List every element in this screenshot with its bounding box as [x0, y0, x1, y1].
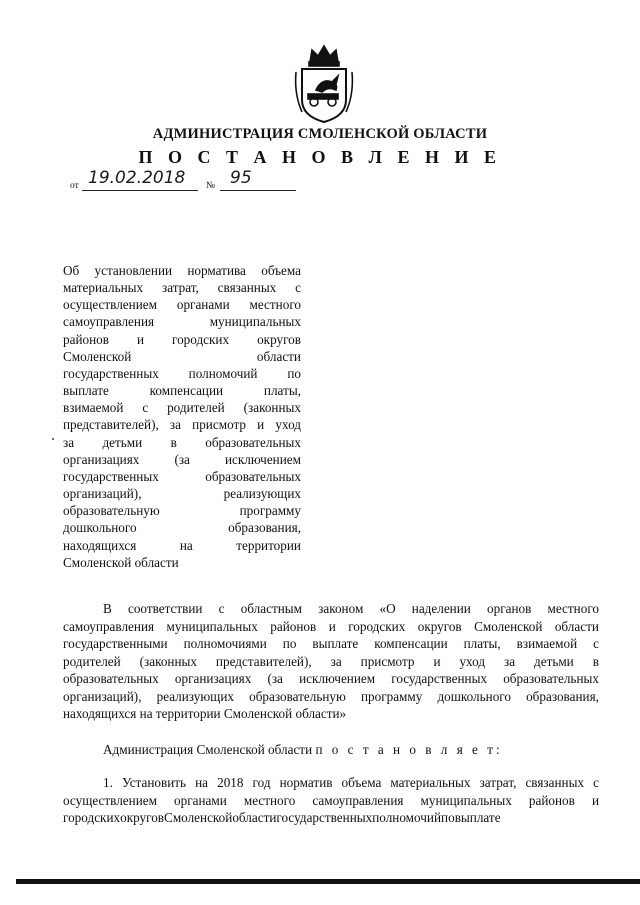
word: в [592, 653, 599, 669]
word: связанных [217, 280, 277, 296]
word: «О [379, 601, 396, 616]
text-line [63, 434, 301, 451]
word: организациях [174, 671, 252, 686]
date-underline [82, 190, 198, 191]
word: организаций), [63, 486, 142, 502]
text-line [63, 416, 301, 433]
text-line [63, 451, 301, 468]
word: выплате [454, 810, 501, 825]
word: и [433, 653, 441, 669]
word: уход [459, 653, 486, 669]
word: В [103, 601, 112, 616]
word: районов [270, 618, 317, 634]
word: норматива [187, 263, 246, 278]
scan-bottom-border [16, 879, 640, 884]
word: районов [63, 331, 109, 347]
word: Установить [121, 775, 187, 790]
text-line [63, 670, 599, 688]
word: территории [236, 537, 301, 553]
word: полномочиями [183, 636, 267, 651]
word: муниципальных [166, 618, 258, 634]
word: выплате [312, 636, 359, 651]
text-line [63, 365, 301, 382]
text-line [63, 382, 301, 399]
text-line [63, 688, 599, 706]
text-line [63, 296, 301, 313]
word: присмотр [360, 653, 415, 669]
word: государственных [63, 365, 159, 381]
word: представителей), [63, 417, 159, 433]
word: находящихся на территории Смоленской области» [63, 706, 347, 721]
text-line [63, 485, 301, 502]
word: материальных [63, 280, 144, 296]
word: на [179, 537, 193, 553]
word: области [554, 618, 599, 634]
word: за [330, 653, 342, 669]
word: образовательных [205, 434, 301, 450]
text-line [63, 537, 301, 554]
word: по [441, 810, 455, 825]
word: округов [417, 618, 462, 634]
word: на [195, 775, 209, 790]
scan-speck [52, 438, 54, 440]
number-value: 95 [230, 168, 252, 188]
word: муниципальных [209, 314, 301, 330]
word: по [282, 636, 297, 651]
text-line [63, 468, 301, 485]
text-line [63, 348, 301, 365]
preamble-paragraph [63, 600, 599, 723]
word: Смоленской [474, 618, 543, 634]
word: дошкольного [63, 520, 137, 536]
word: органами [174, 792, 227, 808]
word: программу [360, 688, 423, 704]
document-subject [63, 262, 301, 571]
word: местного [249, 297, 301, 313]
word: органов [487, 601, 532, 616]
document-type-title: П О С Т А Н О В Л Е Н И Е [138, 147, 502, 167]
word: материальных [390, 775, 471, 790]
smolensk-coat-of-arms-icon [292, 42, 356, 128]
word: округов [257, 331, 301, 347]
number-label: № [206, 181, 216, 191]
word: за [503, 653, 516, 669]
word: законом [318, 601, 364, 616]
word: взимаемой [516, 636, 578, 651]
word: исключением [224, 451, 301, 467]
word: наделении [411, 601, 471, 616]
word: дошкольного [437, 688, 511, 704]
word: и [136, 331, 145, 347]
word: связанных [525, 775, 585, 790]
word: (законных [139, 653, 197, 669]
word: государственных [276, 810, 373, 825]
word: детьми [534, 653, 574, 669]
word: самоуправления [312, 792, 404, 808]
word: городских [171, 331, 230, 347]
word: осуществлением [63, 792, 157, 808]
word: родителей [167, 400, 225, 416]
word: объема [341, 775, 382, 790]
word: органами [176, 297, 230, 313]
word: государственных [63, 468, 159, 484]
word: Об [63, 263, 80, 278]
word: год [252, 775, 271, 790]
word: родителей [63, 653, 121, 669]
word: уход [275, 417, 301, 433]
word: с [295, 280, 301, 296]
word: с [142, 400, 149, 416]
resolution-verb: п о с т а н о в л я е т: [315, 742, 503, 757]
word: Смоленской [63, 348, 132, 364]
word: местного [243, 792, 296, 808]
word: (за [267, 671, 283, 686]
word: платы, [463, 636, 501, 651]
word: исключением [299, 671, 376, 686]
word: затрат, [479, 775, 517, 790]
text-line [63, 399, 301, 416]
word: затрат, [161, 280, 199, 296]
text-line [63, 774, 599, 792]
word: по [287, 365, 301, 381]
number-underline [220, 190, 296, 191]
word: с [593, 775, 599, 790]
word: осуществлением [63, 297, 157, 313]
word: реализующих [156, 688, 234, 704]
text-line [63, 792, 599, 810]
word: установлении [94, 263, 173, 278]
word: соответствии [127, 601, 203, 616]
word: реализующих [223, 486, 301, 502]
word: и [257, 417, 265, 433]
clause-1-paragraph [63, 774, 599, 827]
word: компенсации [374, 636, 448, 651]
word: (законных [243, 400, 301, 416]
text-line [63, 554, 301, 571]
word: самоуправления [63, 618, 155, 634]
word: и [328, 618, 336, 634]
word: организациях [63, 451, 140, 467]
word: с [593, 636, 599, 651]
word: округов [120, 810, 165, 825]
word: местного [547, 601, 599, 616]
word: Смоленской [164, 810, 233, 825]
text-line [63, 618, 599, 636]
word: (за [174, 451, 190, 467]
word: за [63, 434, 75, 450]
word: 1. [103, 775, 113, 790]
text-line [63, 519, 301, 536]
word: образовательную [249, 688, 346, 704]
word: полномочий [188, 365, 258, 381]
resolution-paragraph [63, 741, 599, 759]
word: образовательных [205, 468, 301, 484]
word: за [169, 417, 181, 433]
word: районов [528, 792, 575, 808]
text-line [63, 331, 301, 348]
word: муниципальных [420, 792, 512, 808]
text-line [63, 502, 301, 519]
text-line [63, 279, 301, 296]
word: программу [239, 503, 301, 519]
date-label: от [70, 181, 79, 191]
word: находящихся [63, 537, 137, 553]
word: организаций), [63, 688, 142, 704]
word: представителей), [215, 653, 312, 669]
word: государственными [63, 636, 168, 651]
word: 2018 [217, 775, 244, 790]
word: области [232, 810, 277, 825]
word: в [170, 434, 177, 450]
word: городских [348, 618, 406, 634]
text-line [63, 653, 599, 671]
word: Смоленской области [63, 554, 179, 570]
word: самоуправления [63, 314, 155, 330]
word: областным [240, 601, 302, 616]
text-line [63, 635, 599, 653]
word: образования, [526, 688, 599, 704]
word: детьми [102, 434, 143, 450]
date-value: 19.02.2018 [88, 168, 186, 188]
text-line [63, 809, 599, 827]
text-line [63, 705, 599, 723]
word: с [218, 601, 225, 616]
word: образования, [228, 520, 301, 536]
organization-name: АДМИНИСТРАЦИЯ СМОЛЕНСКОЙ ОБЛАСТИ [152, 126, 488, 142]
word: образовательных [503, 671, 599, 686]
word: выплате [63, 383, 109, 399]
word: и [591, 792, 599, 808]
text-line [63, 600, 599, 618]
word: образовательную [63, 503, 160, 519]
resolution-text: Администрация Смоленской области [103, 742, 316, 757]
word: объема [261, 263, 301, 278]
word: области [256, 348, 301, 364]
word: полномочий [372, 810, 442, 825]
text-line [63, 313, 301, 330]
word: образовательных [63, 671, 159, 686]
word: взимаемой [63, 400, 124, 416]
word: городских [63, 810, 121, 825]
word: присмотр [192, 417, 247, 433]
word: платы, [263, 383, 301, 399]
word: государственных [391, 671, 488, 686]
word: компенсации [149, 383, 224, 399]
text-line [63, 262, 301, 279]
word: норматив [279, 775, 333, 790]
